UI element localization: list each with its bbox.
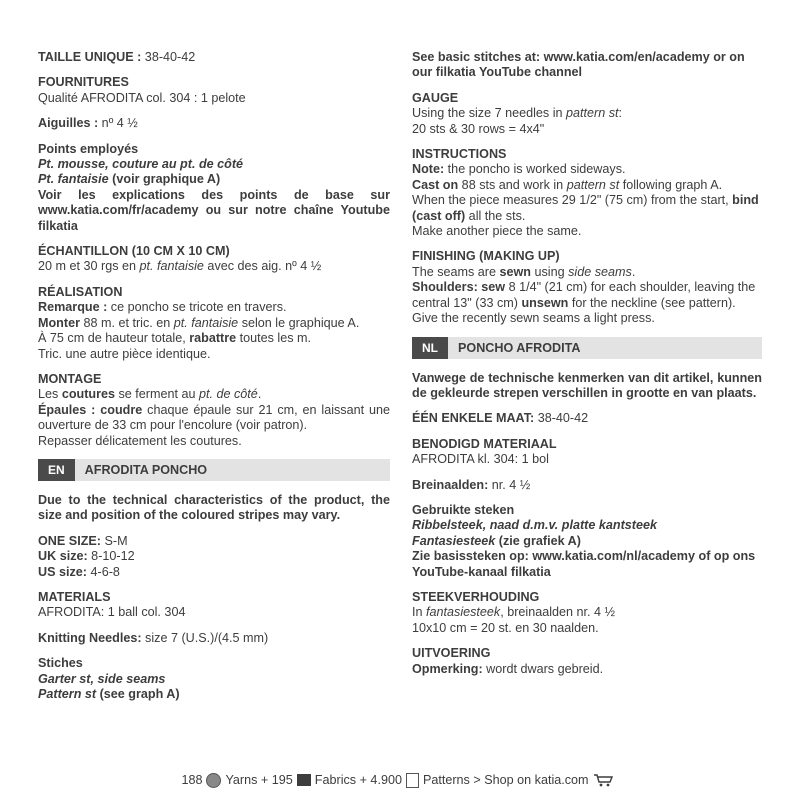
en-sizes bbox=[38, 534, 390, 580]
nl-stitch-2-name: Fantasiesteek bbox=[412, 533, 496, 548]
nl-language-tag: NL bbox=[412, 337, 448, 359]
en-intro-text: Due to the technical characteristics of the product, the size and position of the coloured stripes may vary. bbox=[38, 492, 390, 523]
footer-yarns-count: 188 bbox=[181, 773, 203, 787]
fr-real-l3-c: toutes les m. bbox=[236, 331, 312, 346]
en-fin-l1-a: The seams are bbox=[412, 264, 500, 279]
fr-stitch-3: Voir les explications des points de base sur www.katia.com/fr/academy ou sur notre chaîne Youtube filkatia bbox=[38, 187, 390, 233]
fr-gauge bbox=[38, 244, 390, 275]
fr-montage-heading: MONTAGE bbox=[38, 371, 102, 386]
nl-size-label: ÉÉN ENKELE MAAT: bbox=[412, 411, 535, 426]
en-finishing bbox=[412, 249, 762, 326]
fr-real-l2-d: selon le graphique A. bbox=[238, 315, 360, 330]
en-instr-l2-d: following graph A. bbox=[619, 177, 723, 192]
fr-mont-l1-d: pt. de côté bbox=[199, 387, 258, 402]
en-instructions bbox=[412, 147, 762, 239]
nl-gauge bbox=[412, 590, 762, 636]
en-fin-l2-c: unsewn bbox=[521, 295, 569, 310]
footer-patterns-label: Patterns > Shop on bbox=[422, 773, 532, 787]
fabric-icon bbox=[297, 774, 311, 786]
nl-size bbox=[412, 411, 762, 426]
en-gauge-l1-b: pattern st bbox=[566, 106, 619, 121]
fr-materials bbox=[38, 75, 390, 106]
en-instr-l2-a: Cast on bbox=[412, 177, 459, 192]
en-needles-label: Knitting Needles: bbox=[38, 630, 142, 645]
nl-stitch-3: Zie basissteken op: www.katia.com/nl/academy of op ons YouTube-kanaal filkatia bbox=[412, 549, 756, 579]
right-column bbox=[412, 50, 762, 687]
nl-stitch-2-note: (zie grafiek A) bbox=[495, 533, 581, 548]
en-stitches-heading: Stiches bbox=[38, 656, 83, 671]
nl-materials bbox=[412, 437, 762, 468]
fr-needles-value: nº 4 ½ bbox=[98, 116, 138, 131]
nl-section-bar bbox=[412, 337, 762, 359]
en-instructions-heading: INSTRUCTIONS bbox=[412, 147, 507, 162]
fr-gauge-heading: ÉCHANTILLON (10 CM X 10 CM) bbox=[38, 244, 230, 259]
en-instr-l2-b: 88 sts and work in bbox=[458, 177, 567, 192]
en-fin-l2-b: 8 1/4" (21 cm) for each shoulder, leaving the central 13" (33 cm) bbox=[412, 280, 756, 310]
en-fin-l1-d: side seams bbox=[568, 264, 632, 279]
fr-size bbox=[38, 50, 390, 65]
fr-gauge-text-c: avec des aig. nº 4 ½ bbox=[203, 259, 322, 274]
fr-gauge-text-b: pt. fantaisie bbox=[139, 259, 204, 274]
footer-yarns-label: Yarns + 195 bbox=[225, 773, 293, 787]
fr-mont-l3: Repasser délicatement les coutures. bbox=[38, 433, 242, 448]
fr-materials-heading: FOURNITURES bbox=[38, 75, 129, 90]
en-fin-l2-d: for the neckline (see pattern). bbox=[568, 295, 736, 310]
en-stitch-2-name: Pattern st bbox=[38, 687, 97, 701]
en-instr-l4: Make another piece the same. bbox=[412, 224, 582, 239]
fr-mont-l2-a: Épaules : coudre bbox=[38, 402, 143, 417]
en-instr-l3-b: bind (cast off) bbox=[412, 193, 759, 223]
nl-stitches bbox=[412, 503, 762, 580]
nl-gauge-l2: 10x10 cm = 20 st. en 30 naalden. bbox=[412, 620, 599, 635]
nl-needles-value: nr. 4 ½ bbox=[488, 477, 531, 492]
en-stitch-1: Garter st, side seams bbox=[38, 671, 166, 686]
nl-materials-heading: BENODIGD MATERIAAL bbox=[412, 436, 557, 451]
nl-uitv-l1-b: wordt dwars gebreid. bbox=[482, 661, 604, 676]
en-instr-l3-c: all the sts. bbox=[465, 208, 526, 223]
fr-real-l1-b: ce poncho se tricote en travers. bbox=[107, 300, 287, 315]
en-stitch-2-note: (see graph A) bbox=[96, 687, 180, 701]
en-materials-heading: MATERIALS bbox=[38, 589, 111, 604]
footer bbox=[0, 770, 800, 790]
nl-stitches-heading: Gebruikte steken bbox=[412, 502, 515, 517]
en-stitches bbox=[38, 656, 390, 702]
fr-stitch-2-name: Pt. fantaisie bbox=[38, 172, 109, 187]
fr-needles bbox=[38, 116, 390, 131]
pattern-icon bbox=[406, 773, 419, 788]
fr-montage bbox=[38, 372, 390, 449]
shopping-cart-icon[interactable] bbox=[593, 773, 615, 787]
en-stitch-3: See basic stitches at: www.katia.com/en/academy or on our filkatia YouTube channel bbox=[412, 50, 745, 80]
nl-materials-text: AFRODITA kl. 304: 1 bol bbox=[412, 452, 549, 467]
fr-mont-l2-b: chaque épaule sur 21 cm, en laissant une ouverture de 33 cm pour l'encolure (voir patron). bbox=[38, 402, 391, 433]
footer-fabrics-label: Fabrics + 4.900 bbox=[314, 773, 402, 787]
en-gauge-l2: 20 sts & 30 rows = 4x4" bbox=[412, 121, 545, 136]
fr-stitches bbox=[38, 142, 390, 234]
fr-size-label: TAILLE UNIQUE : bbox=[38, 50, 142, 64]
en-materials bbox=[38, 590, 390, 621]
en-fin-l1-e: . bbox=[631, 264, 636, 279]
en-finishing-heading: FINISHING (MAKING UP) bbox=[412, 249, 560, 264]
en-one-size-value: S-M bbox=[100, 533, 128, 548]
fr-mont-l1-b: coutures bbox=[61, 387, 115, 402]
fr-size-value: 38-40-42 bbox=[141, 50, 196, 64]
shop-link[interactable]: katia.com bbox=[534, 773, 589, 787]
nl-gauge-l1-b: fantasiesteek bbox=[426, 605, 501, 620]
en-fin-l2-a: Shoulders: sew bbox=[412, 280, 506, 295]
nl-needles bbox=[412, 478, 762, 493]
fr-real-l1-a: Remarque : bbox=[38, 300, 108, 315]
nl-gauge-heading: STEEKVERHOUDING bbox=[412, 589, 540, 604]
yarn-ball-icon bbox=[206, 773, 221, 788]
nl-gauge-l1-a: In bbox=[412, 605, 427, 620]
fr-real-l3-a: À 75 cm de hauteur totale, bbox=[38, 331, 190, 346]
en-us-size-label: US size: bbox=[38, 564, 87, 579]
en-gauge-l1-a: Using the size 7 needles in bbox=[412, 106, 567, 121]
en-uk-size-label: UK size: bbox=[38, 549, 88, 564]
en-section-title: AFRODITA PONCHO bbox=[84, 462, 208, 477]
nl-uitvoering-heading: UITVOERING bbox=[412, 646, 491, 661]
en-materials-text: AFRODITA: 1 ball col. 304 bbox=[38, 605, 186, 620]
en-instr-l1-a: Note: bbox=[412, 162, 445, 177]
left-column bbox=[38, 50, 390, 712]
fr-real-l2-c: pt. fantaisie bbox=[173, 315, 239, 330]
fr-real-l2-b: 88 m. et tric. en bbox=[79, 315, 174, 330]
fr-mont-l1-e: . bbox=[257, 387, 262, 402]
nl-intro-text: Vanwege de technische kenmerken van dit artikel, kunnen de gekleurde strepen verschillen in grootte en van plaats. bbox=[412, 370, 762, 400]
fr-mont-l1-a: Les bbox=[38, 387, 62, 402]
nl-intro bbox=[412, 371, 762, 402]
en-us-size-value: 4-6-8 bbox=[87, 564, 120, 579]
fr-realisation-heading: RÉALISATION bbox=[38, 284, 123, 299]
en-fin-l1-b: sewn bbox=[499, 264, 531, 279]
fr-real-l2-a: Monter bbox=[38, 315, 80, 330]
en-one-size-label: ONE SIZE: bbox=[38, 533, 101, 548]
en-fin-l3: Give the recently sewn seams a light press. bbox=[412, 311, 655, 326]
en-instr-l3-a: When the piece measures 29 1/2" (75 cm) from the start, bbox=[412, 193, 733, 208]
en-uk-size-value: 8-10-12 bbox=[87, 549, 135, 564]
en-section-bar bbox=[38, 459, 390, 481]
en-basic-stitches bbox=[412, 50, 762, 81]
en-needles-value: size 7 (U.S.)/(4.5 mm) bbox=[141, 630, 269, 645]
fr-gauge-text-a: 20 m et 30 rgs en bbox=[38, 259, 140, 274]
en-instr-l2-c: pattern st bbox=[566, 177, 620, 192]
fr-realisation bbox=[38, 285, 390, 362]
en-intro bbox=[38, 493, 390, 524]
nl-section-title: PONCHO AFRODITA bbox=[458, 340, 581, 355]
en-gauge-l1-c: : bbox=[618, 106, 623, 121]
fr-stitches-heading: Points employés bbox=[38, 141, 139, 156]
en-gauge-heading: GAUGE bbox=[412, 90, 459, 105]
en-fin-l1-c: using bbox=[531, 264, 569, 279]
fr-needles-label: Aiguilles : bbox=[38, 116, 99, 131]
en-instr-l1-b: the poncho is worked sideways. bbox=[444, 162, 626, 177]
en-gauge bbox=[412, 91, 762, 137]
en-needles bbox=[38, 631, 390, 646]
fr-real-l4: Tric. une autre pièce identique. bbox=[38, 346, 211, 361]
nl-uitvoering bbox=[412, 646, 762, 677]
en-language-tag: EN bbox=[38, 459, 75, 481]
nl-stitch-1: Ribbelsteek, naad d.m.v. platte kantsteek bbox=[412, 518, 657, 533]
nl-uitv-l1-a: Opmerking: bbox=[412, 661, 483, 676]
nl-size-value: 38-40-42 bbox=[534, 411, 589, 426]
fr-mont-l1-c: se ferment au bbox=[115, 387, 199, 402]
fr-stitch-1: Pt. mousse, couture au pt. de côté bbox=[38, 157, 244, 172]
fr-materials-text: Qualité AFRODITA col. 304 : 1 pelote bbox=[38, 90, 246, 105]
fr-real-l3-b: rabattre bbox=[189, 331, 237, 346]
nl-gauge-l1-c: , breinaalden nr. 4 ½ bbox=[500, 605, 616, 620]
fr-stitch-2-note: (voir graphique A) bbox=[108, 172, 221, 187]
nl-needles-label: Breinaalden: bbox=[412, 477, 489, 492]
